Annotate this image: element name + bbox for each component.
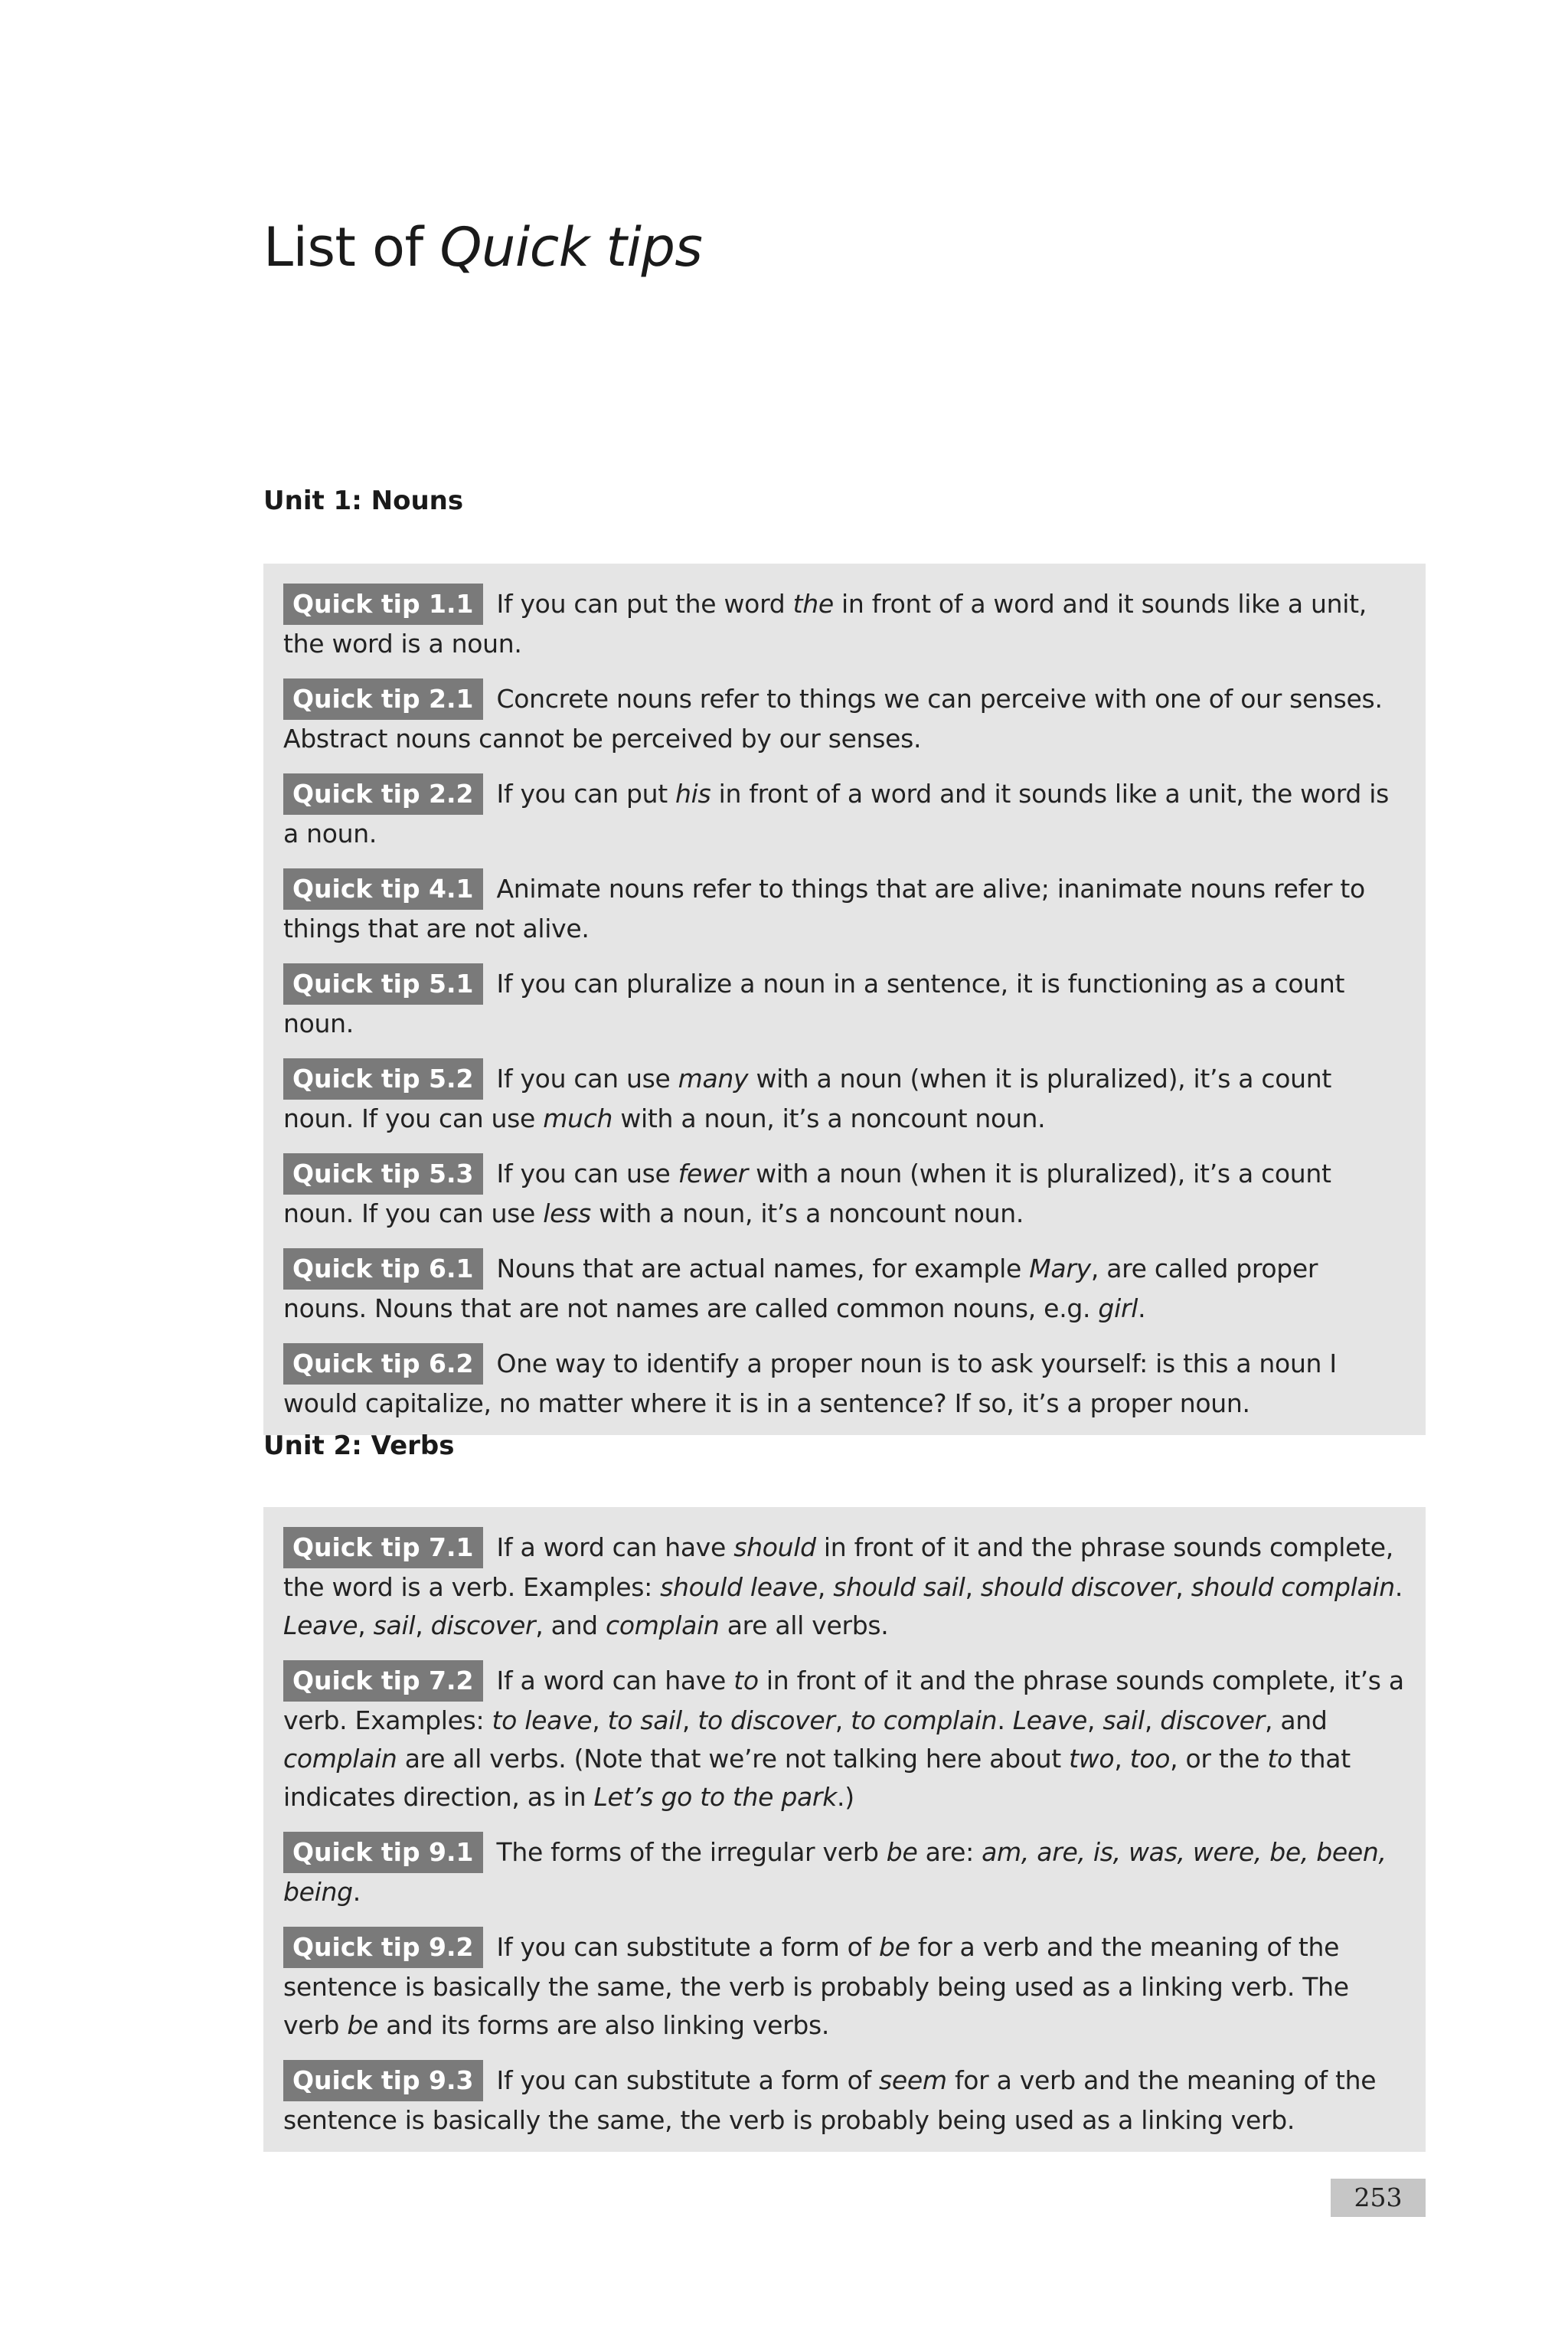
- quick-tip-segment: in front of it and the phrase sounds complete, the word is a verb. Examples:: [283, 1532, 1393, 1602]
- quick-tip: [283, 1832, 1404, 1911]
- page-title-emphasis: Quick tips: [439, 216, 703, 279]
- quick-tip-segment: with a noun (when it is pluralized), it’s a count noun. If you can use: [283, 1064, 1332, 1133]
- quick-tip-emphasis: seem: [879, 2065, 947, 2095]
- quick-tip-emphasis: be: [347, 2010, 378, 2040]
- quick-tip-label: Quick tip 5.3: [283, 1153, 483, 1195]
- page-title: [263, 216, 703, 279]
- quick-tip-emphasis: should leave: [660, 1572, 818, 1602]
- quick-tip-emphasis: fewer: [678, 1159, 748, 1188]
- tip-box-verbs: [263, 1507, 1426, 2152]
- quick-tip-segment: If a word can have: [496, 1666, 734, 1695]
- unit-heading-verbs: Unit 2: Verbs: [263, 1430, 455, 1461]
- quick-tip-emphasis: discover: [430, 1610, 536, 1640]
- quick-tip: [283, 2060, 1404, 2140]
- quick-tip-emphasis: many: [678, 1064, 749, 1094]
- quick-tip-segment: If you can pluralize a noun in a sentence, it is functioning as a count noun.: [283, 969, 1345, 1038]
- quick-tip-segment: .: [352, 1877, 361, 1907]
- quick-tip-segment: ,: [1086, 1705, 1103, 1735]
- quick-tip-segment: and its forms are also linking verbs.: [378, 2010, 830, 2040]
- quick-tip-label: Quick tip 5.2: [283, 1058, 483, 1100]
- quick-tip-segment: .: [1394, 1572, 1403, 1602]
- quick-tip: [283, 678, 1404, 758]
- quick-tip: [283, 773, 1404, 853]
- quick-tip-segment: ,: [681, 1705, 698, 1735]
- quick-tip-segment: ,: [592, 1705, 608, 1735]
- quick-tip-emphasis: discover: [1160, 1705, 1265, 1735]
- quick-tip-segment: in front of a word and it sounds like a unit, the word is a noun.: [283, 589, 1367, 659]
- quick-tip-segment: If you can put the word: [496, 589, 793, 619]
- quick-tip: [283, 1527, 1404, 1645]
- quick-tip-segment: , are called proper nouns. Nouns that are not names are called common nouns, e.g.: [283, 1254, 1318, 1323]
- quick-tip-segment: If you can put: [496, 779, 676, 809]
- quick-tip-emphasis: to: [733, 1666, 759, 1695]
- quick-tip-segment: with a noun, it’s a noncount noun.: [590, 1198, 1024, 1228]
- quick-tip-label: Quick tip 7.1: [283, 1527, 483, 1568]
- quick-tip-label: Quick tip 2.2: [283, 773, 483, 815]
- quick-tip-segment: .): [837, 1782, 854, 1812]
- quick-tip: [283, 868, 1404, 948]
- quick-tip-emphasis: Mary: [1029, 1254, 1091, 1283]
- quick-tip-emphasis: to discover: [697, 1705, 835, 1735]
- quick-tip-emphasis: be: [879, 1932, 910, 1962]
- quick-tip-segment: ,: [835, 1705, 851, 1735]
- quick-tip-segment: ,: [965, 1572, 981, 1602]
- quick-tip-emphasis: to: [1267, 1744, 1292, 1774]
- quick-tip-segment: are all verbs.: [719, 1610, 889, 1640]
- quick-tip-segment: If you can use: [496, 1064, 678, 1094]
- unit-heading-nouns: Unit 1: Nouns: [263, 486, 464, 516]
- quick-tip-segment: Animate nouns refer to things that are alive; inanimate nouns refer to things that are not alive.: [283, 874, 1365, 943]
- quick-tip-segment: One way to identify a proper noun is to ask yourself: is this a noun I would capitalize, no matter where it is in a sentence? If so, it’s a proper noun.: [283, 1349, 1337, 1418]
- quick-tip-emphasis: Let’s go to the park: [593, 1782, 838, 1812]
- quick-tip-segment: Nouns that are actual names, for example: [496, 1254, 1030, 1283]
- quick-tip-emphasis: much: [543, 1103, 613, 1133]
- quick-tip-segment: ,: [1114, 1744, 1130, 1774]
- quick-tip: [283, 584, 1404, 663]
- quick-tip-segment: ,: [415, 1610, 431, 1640]
- quick-tip-emphasis: should complain: [1191, 1572, 1395, 1602]
- quick-tip-label: Quick tip 9.3: [283, 2060, 483, 2101]
- quick-tip-emphasis: sail: [1102, 1705, 1145, 1735]
- quick-tip-segment: ,: [817, 1572, 834, 1602]
- quick-tip-label: Quick tip 6.2: [283, 1343, 483, 1385]
- quick-tip-emphasis: too: [1129, 1744, 1171, 1774]
- page-number: 253: [1331, 2179, 1426, 2217]
- quick-tip: [283, 1153, 1404, 1233]
- quick-tip-emphasis: am, are, is, was, were, be, been, being: [283, 1837, 1387, 1907]
- quick-tip-segment: Concrete nouns refer to things we can perceive with one of our senses. Abstract nouns cannot be perceived by our senses.: [283, 684, 1383, 754]
- quick-tip-segment: , and: [535, 1610, 606, 1640]
- quick-tip-segment: If you can use: [496, 1159, 678, 1188]
- quick-tip-segment: The forms of the irregular verb: [496, 1837, 887, 1867]
- quick-tip-label: Quick tip 9.1: [283, 1832, 483, 1873]
- quick-tip-segment: ,: [1144, 1705, 1161, 1735]
- quick-tip-segment: , or the: [1170, 1744, 1268, 1774]
- quick-tip-segment: with a noun (when it is pluralized), it’s a count noun. If you can use: [283, 1159, 1331, 1228]
- quick-tip-label: Quick tip 6.1: [283, 1248, 483, 1290]
- quick-tip-emphasis: should discover: [980, 1572, 1176, 1602]
- quick-tip-emphasis: sail: [373, 1610, 416, 1640]
- quick-tip-segment: are:: [917, 1837, 982, 1867]
- quick-tip-emphasis: be: [886, 1837, 918, 1867]
- quick-tip-segment: If a word can have: [496, 1532, 734, 1562]
- quick-tip-segment: , and: [1264, 1705, 1328, 1735]
- quick-tip-segment: are all verbs. (Note that we’re not talking here about: [397, 1744, 1070, 1774]
- quick-tip-segment: .: [997, 1705, 1013, 1735]
- quick-tip-segment: ,: [358, 1610, 374, 1640]
- quick-tip-segment: that indicates direction, as in: [283, 1744, 1351, 1812]
- quick-tip-label: Quick tip 2.1: [283, 678, 483, 720]
- quick-tip: [283, 963, 1404, 1043]
- page-title-prefix: List of: [263, 216, 423, 279]
- quick-tip-emphasis: Leave: [283, 1610, 358, 1640]
- quick-tip-emphasis: to leave: [492, 1705, 593, 1735]
- quick-tip-segment: ,: [1175, 1572, 1191, 1602]
- quick-tip-label: Quick tip 4.1: [283, 868, 483, 910]
- quick-tip-label: Quick tip 5.1: [283, 963, 483, 1005]
- quick-tip-emphasis: Leave: [1012, 1705, 1087, 1735]
- quick-tip-segment: with a noun, it’s a noncount noun.: [612, 1103, 1046, 1133]
- quick-tip-emphasis: should: [733, 1532, 816, 1562]
- quick-tip-emphasis: girl: [1098, 1293, 1138, 1323]
- quick-tip-emphasis: complain: [283, 1744, 397, 1774]
- quick-tip-emphasis: should sail: [833, 1572, 965, 1602]
- quick-tip: [283, 1927, 1404, 2045]
- quick-tip-emphasis: his: [675, 779, 711, 809]
- quick-tip-segment: in front of a word and it sounds like a unit, the word is a noun.: [283, 779, 1390, 848]
- quick-tip-segment: If you can substitute a form of: [496, 2065, 880, 2095]
- quick-tip-emphasis: complain: [606, 1610, 720, 1640]
- quick-tip-segment: for a verb and the meaning of the sentence is basically the same, the verb is probably being used as a linking verb.: [283, 2065, 1377, 2135]
- quick-tip-segment: .: [1138, 1293, 1146, 1323]
- quick-tip-emphasis: to complain: [851, 1705, 998, 1735]
- quick-tip: [283, 1248, 1404, 1328]
- quick-tip-label: Quick tip 7.2: [283, 1660, 483, 1702]
- quick-tip-emphasis: less: [543, 1198, 591, 1228]
- quick-tip-segment: If you can substitute a form of: [496, 1932, 880, 1962]
- quick-tip-emphasis: the: [792, 589, 834, 619]
- quick-tip-segment: in front of it and the phrase sounds complete, it’s a verb. Examples:: [283, 1666, 1404, 1735]
- quick-tip-emphasis: to sail: [607, 1705, 682, 1735]
- tip-box-nouns: [263, 564, 1426, 1435]
- quick-tip: [283, 1058, 1404, 1138]
- quick-tip-segment: for a verb and the meaning of the sentence is basically the same, the verb is probably being used as a linking verb. The verb: [283, 1932, 1349, 2040]
- quick-tip: [283, 1660, 1404, 1816]
- quick-tip: [283, 1343, 1404, 1423]
- quick-tip-emphasis: two: [1069, 1744, 1115, 1774]
- quick-tip-label: Quick tip 9.2: [283, 1927, 483, 1968]
- quick-tip-label: Quick tip 1.1: [283, 584, 483, 625]
